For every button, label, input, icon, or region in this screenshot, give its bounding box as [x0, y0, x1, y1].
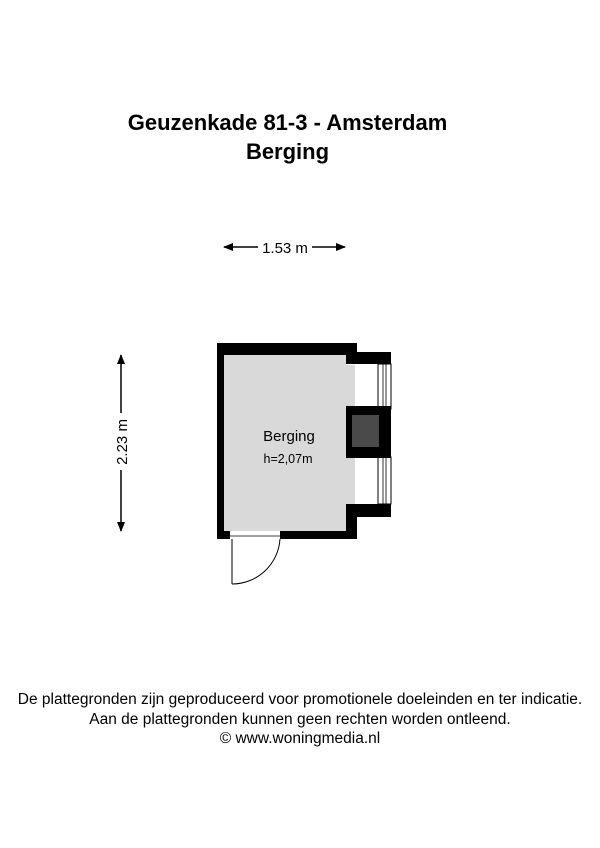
- height-dimension-label: 2.23 m: [114, 419, 131, 465]
- room-ceiling-height: h=2,07m: [263, 452, 313, 466]
- wall-left: [217, 343, 224, 539]
- wall-right-corner: [346, 504, 357, 539]
- chimney-inner: [352, 415, 379, 447]
- page-subtitle: Berging: [245, 139, 330, 164]
- disclaimer: [0, 690, 600, 749]
- disclaimer-line-1: De plattegronden zijn geproduceerd voor promotionele doeleinden en ter indicatie.: [17, 691, 583, 708]
- wall-bottom-right: [280, 531, 357, 539]
- width-dimension: [224, 240, 345, 257]
- chimney: [346, 406, 391, 458]
- room-name: Berging: [263, 428, 315, 445]
- window-lower: [378, 457, 391, 504]
- disclaimer-line-3: © www.woningmedia.nl: [219, 730, 381, 747]
- wall-bottom-left: [217, 531, 230, 539]
- window-upper: [378, 364, 391, 409]
- door: [230, 536, 280, 584]
- disclaimer-line-2: Aan de plattegronden kunnen geen rechten worden ontleend.: [89, 710, 511, 728]
- window-upper-frame: [378, 364, 391, 409]
- height-dimension: [114, 355, 131, 531]
- window-lower-frame: [378, 457, 391, 504]
- wall-pier-bottom: [378, 503, 391, 517]
- page-title: Geuzenkade 81-3 - Amsterdam: [127, 110, 448, 135]
- width-dimension-label: 1.53 m: [262, 240, 308, 257]
- door-swing-arc: [232, 539, 280, 584]
- wall-top: [217, 343, 357, 355]
